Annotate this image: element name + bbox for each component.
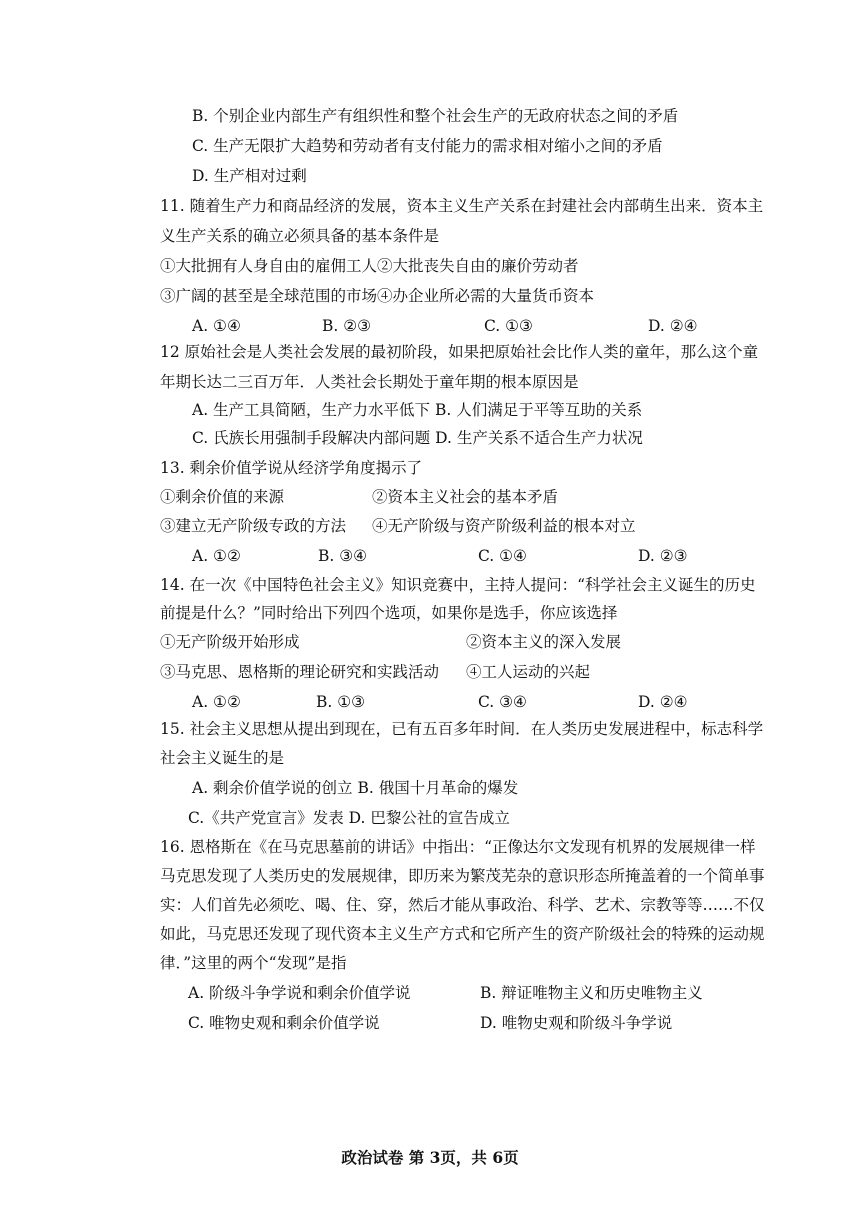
q15-stem-line2: 社会主义诞生的是: [160, 749, 285, 767]
q11-stem-line1: 11. 随着生产力和商品经济的发展，资本主义生产关系在封建社会内部萌生出来．资本主: [160, 197, 764, 215]
q16-option-c: C. 唯物史观和剩余价值学说: [188, 1014, 380, 1032]
q14-option-a: A. ①②: [192, 693, 241, 711]
q13-item-3: ③建立无产阶级专政的方法: [160, 517, 347, 535]
q14-item-1: ①无产阶级开始形成: [160, 633, 300, 651]
q11-items-line1: ①大批拥有人身自由的雇佣工人②大批丧失自由的廉价劳动者: [160, 257, 579, 275]
q11-option-a: A. ①④: [192, 317, 241, 335]
q14-option-b: B. ①③: [316, 693, 366, 711]
q14-option-c: C. ③④: [478, 693, 527, 711]
q14-answer-options: [192, 690, 832, 714]
q13-answer-options: [192, 544, 832, 568]
q12-stem-line2: 年期长达二三百万年．人类社会长期处于童年期的根本原因是: [160, 373, 579, 391]
q13-item-2: ②资本主义社会的基本矛盾: [372, 488, 559, 506]
q13-option-b: B. ③④: [318, 547, 368, 565]
q12-options-cd: C. 氏族长用强制手段解决内部问题 D. 生产关系不适合生产力状况: [192, 429, 643, 447]
q14-stem-line1: 14. 在一次《中国特色社会主义》知识竞赛中，主持人提问：“科学社会主义诞生的历史: [160, 576, 756, 594]
q14-stem-line2: 前提是什么？”同时给出下列四个选项，如果你是选手，你应该选择: [160, 604, 618, 622]
q11-option-d: D. ②④: [648, 317, 698, 335]
q16-option-b: B. 辩证唯物主义和历史唯物主义: [480, 984, 703, 1002]
q10-option-d: D. 生产相对过剩: [192, 167, 307, 185]
q15-stem-line1: 15. 社会主义思想从提出到现在，已有五百多年时间．在人类历史发展进程中，标志科学: [160, 720, 764, 738]
q14-item-3: ③马克思、恩格斯的理论研究和实践活动: [160, 663, 440, 681]
page-footer: 政治试卷 第 3页，共 6页: [341, 1148, 519, 1167]
q13-option-c: C. ①④: [478, 547, 527, 565]
q13-option-a: A. ①②: [192, 547, 241, 565]
q12-options-ab: A. 生产工具简陋，生产力水平低下 B. 人们满足于平等互助的关系: [192, 401, 643, 419]
q14-item-2: ②资本主义的深入发展: [466, 633, 622, 651]
q16-stem-line2: 马克思发现了人类历史的发展规律，即历来为繁茂芜杂的意识形态所掩盖着的一个简单事: [160, 867, 765, 885]
q16-option-d: D. 唯物史观和阶级斗争学说: [480, 1014, 673, 1032]
q14-item-4: ④工人运动的兴起: [466, 663, 591, 681]
q15-options-cd: C.《共产党宣言》发表 D. 巴黎公社的宣告成立: [188, 809, 510, 827]
q11-stem-line2: 义生产关系的确立必须具备的基本条件是: [160, 227, 440, 245]
q13-item-4: ④无产阶级与资产阶级利益的根本对立: [372, 517, 636, 535]
q16-stem-line4: 如此，马克思还发现了现代资本主义生产方式和它所产生的资产阶级社会的特殊的运动规: [160, 925, 765, 943]
q12-stem-line1: 12 原始社会是人类社会发展的最初阶段，如果把原始社会比作人类的童年，那么这个童: [160, 343, 759, 361]
q11-option-c: C. ①③: [484, 317, 533, 335]
q16-stem-line3: 实：人们首先必须吃、喝、住、穿，然后才能从事政治、科学、艺术、宗教等等……不仅: [160, 896, 765, 914]
q13-stem: 13. 剩余价值学说从经济学角度揭示了: [160, 459, 423, 477]
q11-option-b: B. ②③: [322, 317, 372, 335]
q13-item-1: ①剩余价值的来源: [160, 488, 285, 506]
q11-answer-options: [192, 314, 832, 338]
q11-items-line2: ③广阔的甚至是全球范围的市场④办企业所必需的大量货币资本: [160, 287, 595, 305]
q13-option-d: D. ②③: [638, 547, 688, 565]
q14-option-d: D. ②④: [638, 693, 688, 711]
q15-options-ab: A. 剩余价值学说的创立 B. 俄国十月革命的爆发: [192, 779, 519, 797]
q16-stem-line1: 16. 恩格斯在《在马克思墓前的讲话》中指出：“正像达尔文发现有机界的发展规律一样: [160, 838, 756, 856]
q16-stem-line5: 律．”这里的两个“发现”是指: [160, 954, 347, 972]
q10-option-c: C. 生产无限扩大趋势和劳动者有支付能力的需求相对缩小之间的矛盾: [192, 137, 663, 155]
q10-option-b: B. 个别企业内部生产有组织性和整个社会生产的无政府状态之间的矛盾: [192, 107, 679, 125]
q16-option-a: A. 阶级斗争学说和剩余价值学说: [188, 984, 411, 1002]
